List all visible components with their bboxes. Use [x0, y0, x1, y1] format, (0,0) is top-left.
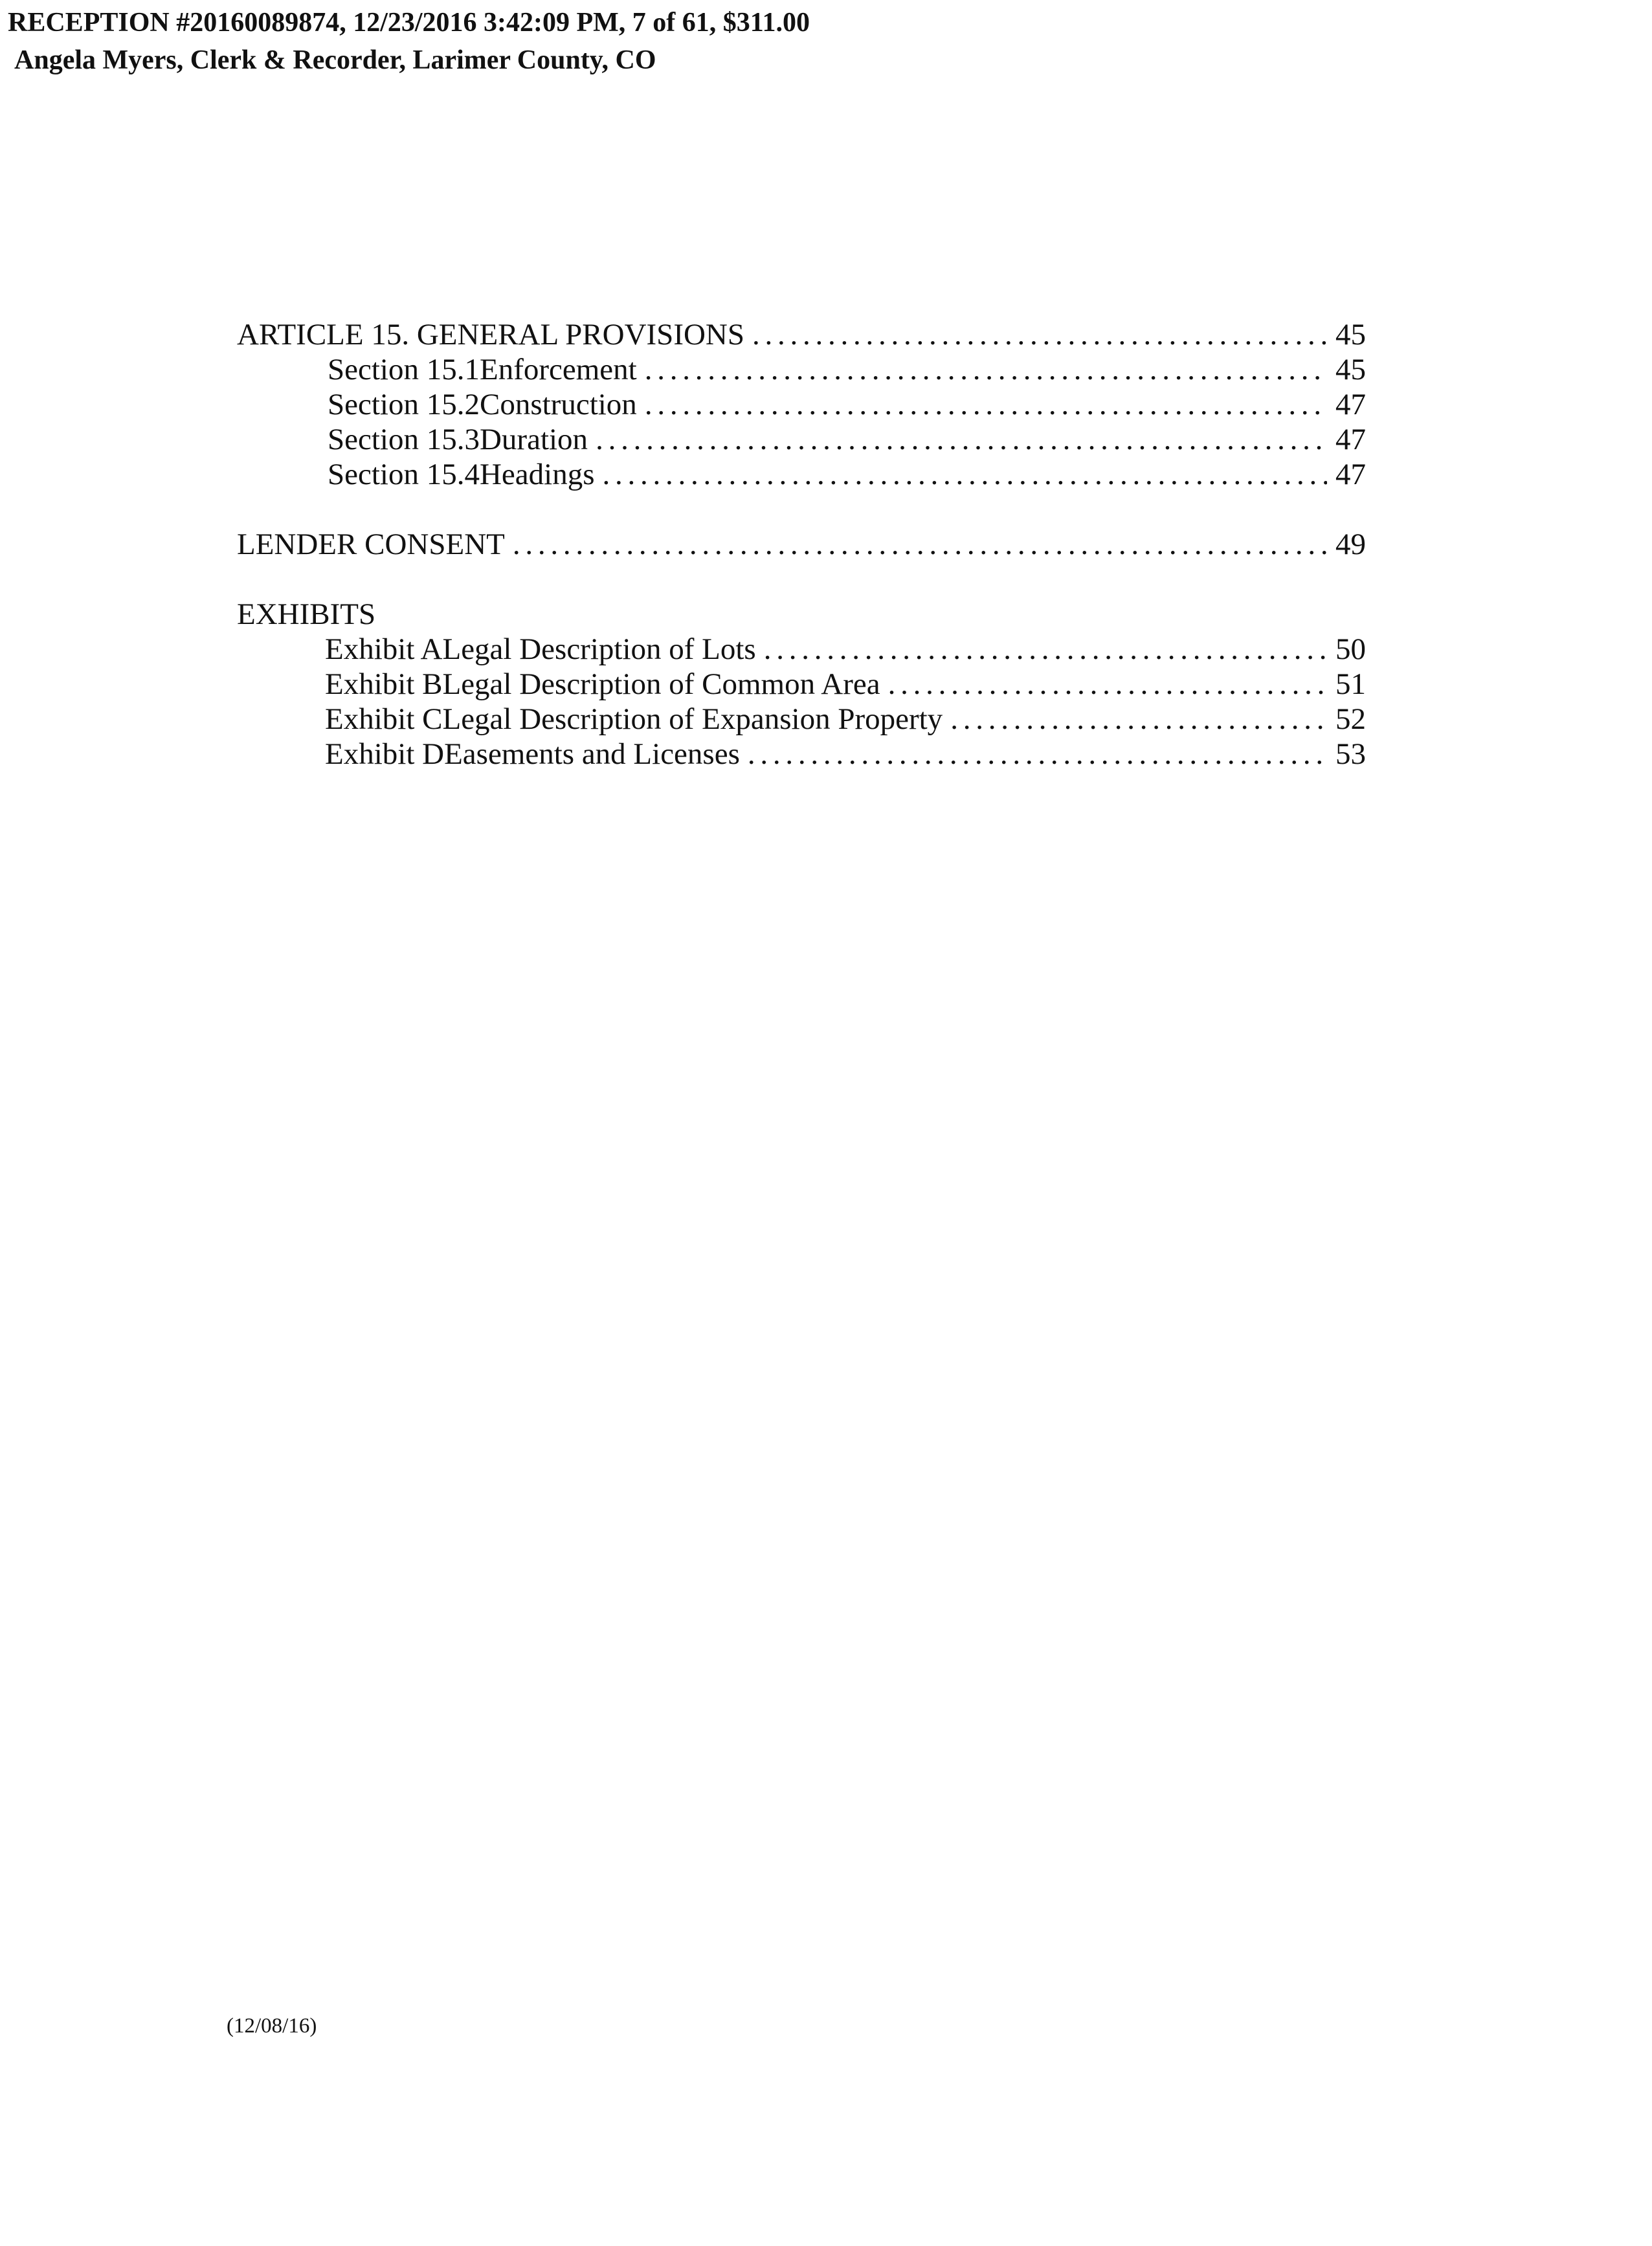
dot-leader: [603, 457, 1328, 492]
toc-lender-consent-row: [237, 527, 1366, 562]
section-number: Section 15.3: [328, 423, 480, 456]
exhibit-title: Easements and Licenses: [444, 737, 740, 771]
article-page: 45: [1335, 318, 1366, 351]
exhibit-page: 50: [1335, 632, 1366, 666]
exhibit-page: 51: [1335, 667, 1366, 701]
exhibits-heading: EXHIBITS: [237, 597, 376, 631]
exhibit-page: 53: [1335, 737, 1366, 771]
section-page: 45: [1335, 353, 1366, 386]
dot-leader: [645, 387, 1327, 422]
section-page: 47: [1335, 423, 1366, 456]
dot-leader: [950, 702, 1327, 737]
dot-leader: [764, 632, 1327, 667]
section-title: Construction: [479, 388, 637, 421]
exhibit-label: Exhibit C: [325, 702, 443, 736]
section-page: 47: [1335, 388, 1366, 421]
exhibit-label: Exhibit B: [325, 667, 443, 701]
section-page: 47: [1335, 458, 1366, 491]
table-of-contents: [237, 317, 1366, 772]
spacer: [237, 492, 1366, 527]
exhibit-label: Exhibit D: [325, 737, 445, 771]
section-title: Headings: [479, 458, 595, 491]
exhibit-title: Legal Description of Expansion Property: [442, 702, 943, 736]
revision-date: (12/08/16): [227, 2014, 317, 2038]
section-title: Duration: [479, 423, 588, 456]
toc-exhibit-row: [237, 737, 1366, 772]
toc-section-row: [237, 422, 1366, 457]
section-number: Section 15.2: [328, 388, 480, 421]
exhibit-title: Legal Description of Common Area: [442, 667, 880, 701]
exhibit-label: Exhibit A: [325, 632, 443, 666]
article-title: ARTICLE 15. GENERAL PROVISIONS: [237, 318, 744, 351]
dot-leader: [645, 352, 1327, 387]
dot-leader: [752, 317, 1327, 352]
lender-consent-page: 49: [1335, 528, 1366, 561]
toc-exhibit-row: [237, 702, 1366, 737]
dot-leader: [596, 422, 1327, 457]
reception-line: RECEPTION #20160089874, 12/23/2016 3:42:09 PM, 7 of 61, $311.00: [8, 8, 810, 38]
toc-section-row: [237, 352, 1366, 387]
toc-section-row: [237, 387, 1366, 422]
spacer: [237, 562, 1366, 597]
exhibit-page: 52: [1335, 702, 1366, 736]
toc-exhibit-row: [237, 667, 1366, 702]
toc-article-row: [237, 317, 1366, 352]
dot-leader: [748, 737, 1327, 772]
recording-stamp: [8, 4, 810, 79]
dot-leader: [888, 667, 1327, 702]
section-number: Section 15.1: [328, 353, 480, 386]
exhibit-title: Legal Description of Lots: [442, 632, 756, 666]
toc-exhibit-row: [237, 632, 1366, 667]
section-title: Enforcement: [479, 353, 637, 386]
section-number: Section 15.4: [328, 458, 480, 491]
dot-leader: [513, 527, 1327, 562]
recorder-line: Angela Myers, Clerk & Recorder, Larimer County, CO: [14, 45, 656, 75]
lender-consent-title: LENDER CONSENT: [237, 528, 505, 561]
toc-section-row: [237, 457, 1366, 492]
